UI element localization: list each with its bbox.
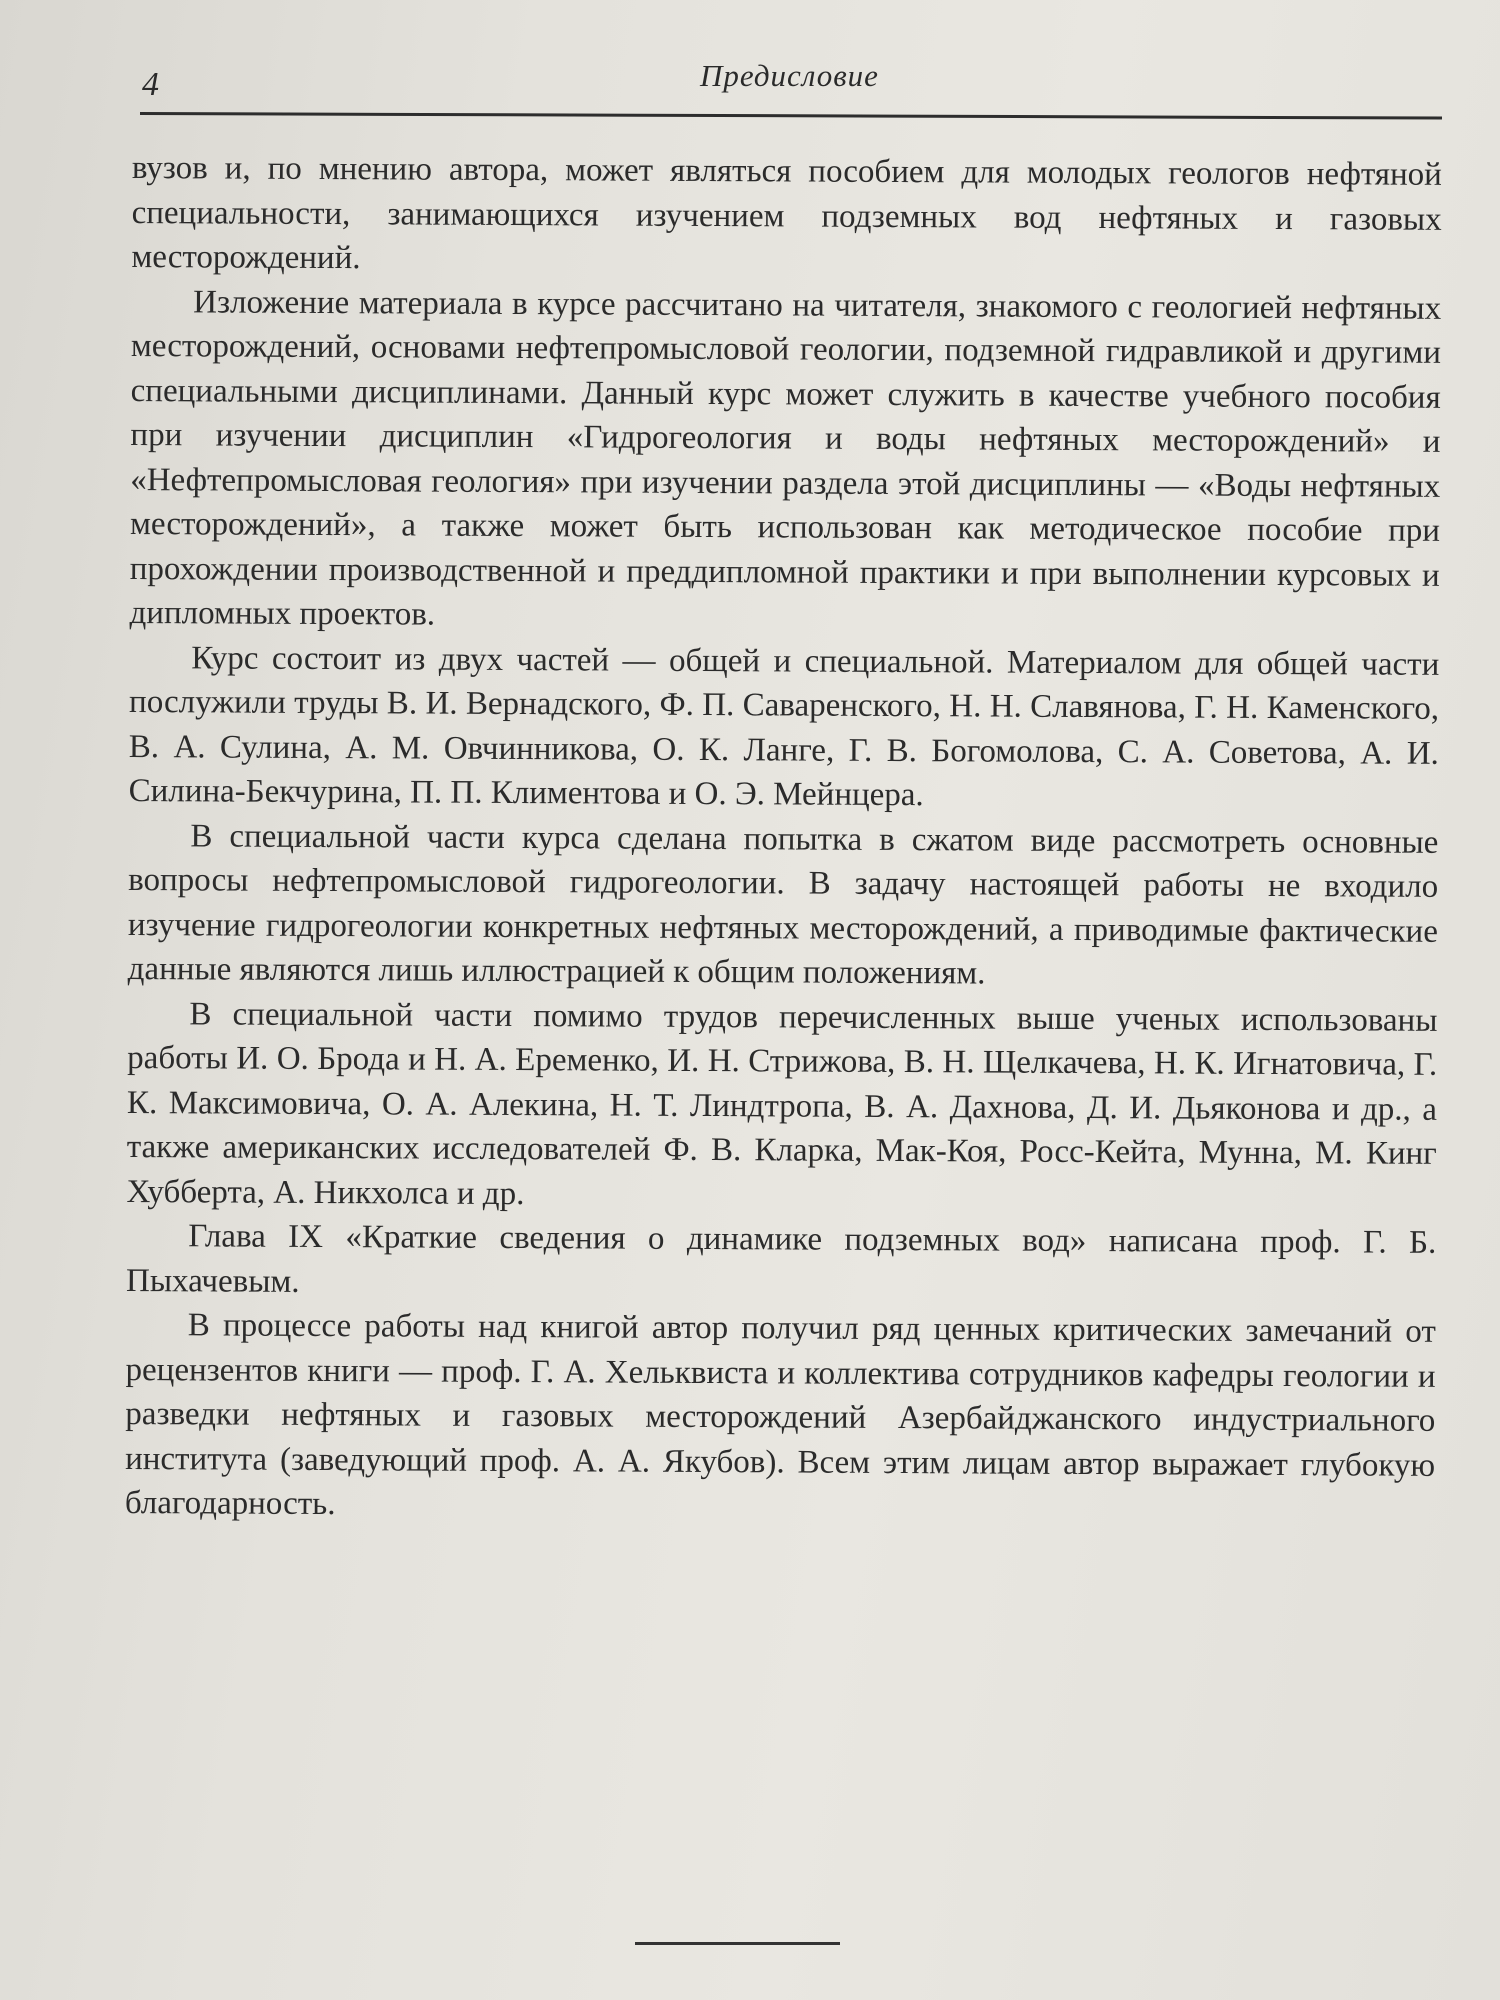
page-number: 4 <box>142 66 159 103</box>
running-title: Предисловие <box>700 58 879 93</box>
body-text <box>125 146 1442 1532</box>
paragraph-course-structure: Курс состоит из двух частей — общей и специальной. Материалом для общей части послужили труды В. И. Вернадского, Ф. П. Саваренского, Н. Н. Славянова, Г. Н. Каменского, В. А. Сулина, А. М. Овчинникова, О. К. Ланге, Г. В. Богомолова, С. А. Советова, А. И. Силина-Бекчурина, П. П. Климентова и О. Э. Мейнцера. <box>128 639 1440 814</box>
paragraph-course-audience: Изложение материала в курсе рассчитано на читателя, знакомого с геологией нефтяных месторождений, основами нефтепромысловой геологии, подземной гидравликой и другими специальными дисциплинами. Данный курс может служить в качестве учебного пособия при изучении дисциплин «Гидрогеология и воды нефтяных месторождений» и «Нефтепромысловая геология» при изучении раздела этой дисциплины — «Воды нефтяных месторождений», а также может быть использован как методическое пособие при прохождении производственной и преддипломной практики и при выполнении курсовых и дипломных проектов. <box>129 283 1442 633</box>
paragraph-chapter-nine: Глава IX «Краткие сведения о динамике подземных вод» написана проф. Г. Б. Пыхачевым. <box>125 1218 1437 1300</box>
paragraph-continuation: вузов и, по мнению автора, может являться пособием для молодых геологов нефтяной специальности, занимающихся изучением подземных вод нефтяных и газовых месторождений. <box>131 149 1442 277</box>
page-header <box>140 58 1442 120</box>
paragraph-special-part-sources: В специальной части помимо трудов перечисленных выше ученых использованы работы И. О. Брода и Н. А. Еременко, И. Н. Стрижова, В. Н. Щелкачева, Н. К. Игнатовича, Г. К. Максимовича, О. А. Алекина, Н. Т. Линдтропа, В. А. Дахнова, Д. И. Дьяконова и др., а также американских исследователей Ф. В. Кларка, Мак-Коя, Росс-Кейта, Мунна, М. Кинг Хубберта, А. Никхолса и др. <box>126 995 1438 1212</box>
end-rule <box>635 1942 840 1945</box>
paragraph-special-part: В специальной части курса сделана попытка в сжатом виде рассмотреть основные вопросы нефтепромысловой гидрогеологии. В задачу настоящей работы не входило изучение гидрогеологии конкретных нефтяных месторождений, а приводимые фактические данные являются лишь иллюстрацией к общим положениям. <box>127 817 1439 992</box>
paragraph-acknowledgements: В процессе работы над книгой автор получил ряд ценных критических замечаний от рецензентов книги — проф. Г. А. Хельквиста и коллектива сотрудников кафедры геологии и разведки нефтяных и газовых месторождений Азербайджанского индустриального института (заведующий проф. А. А. Якубов). Всем этим лицам автор выражает глубокую благодарность. <box>124 1307 1436 1523</box>
